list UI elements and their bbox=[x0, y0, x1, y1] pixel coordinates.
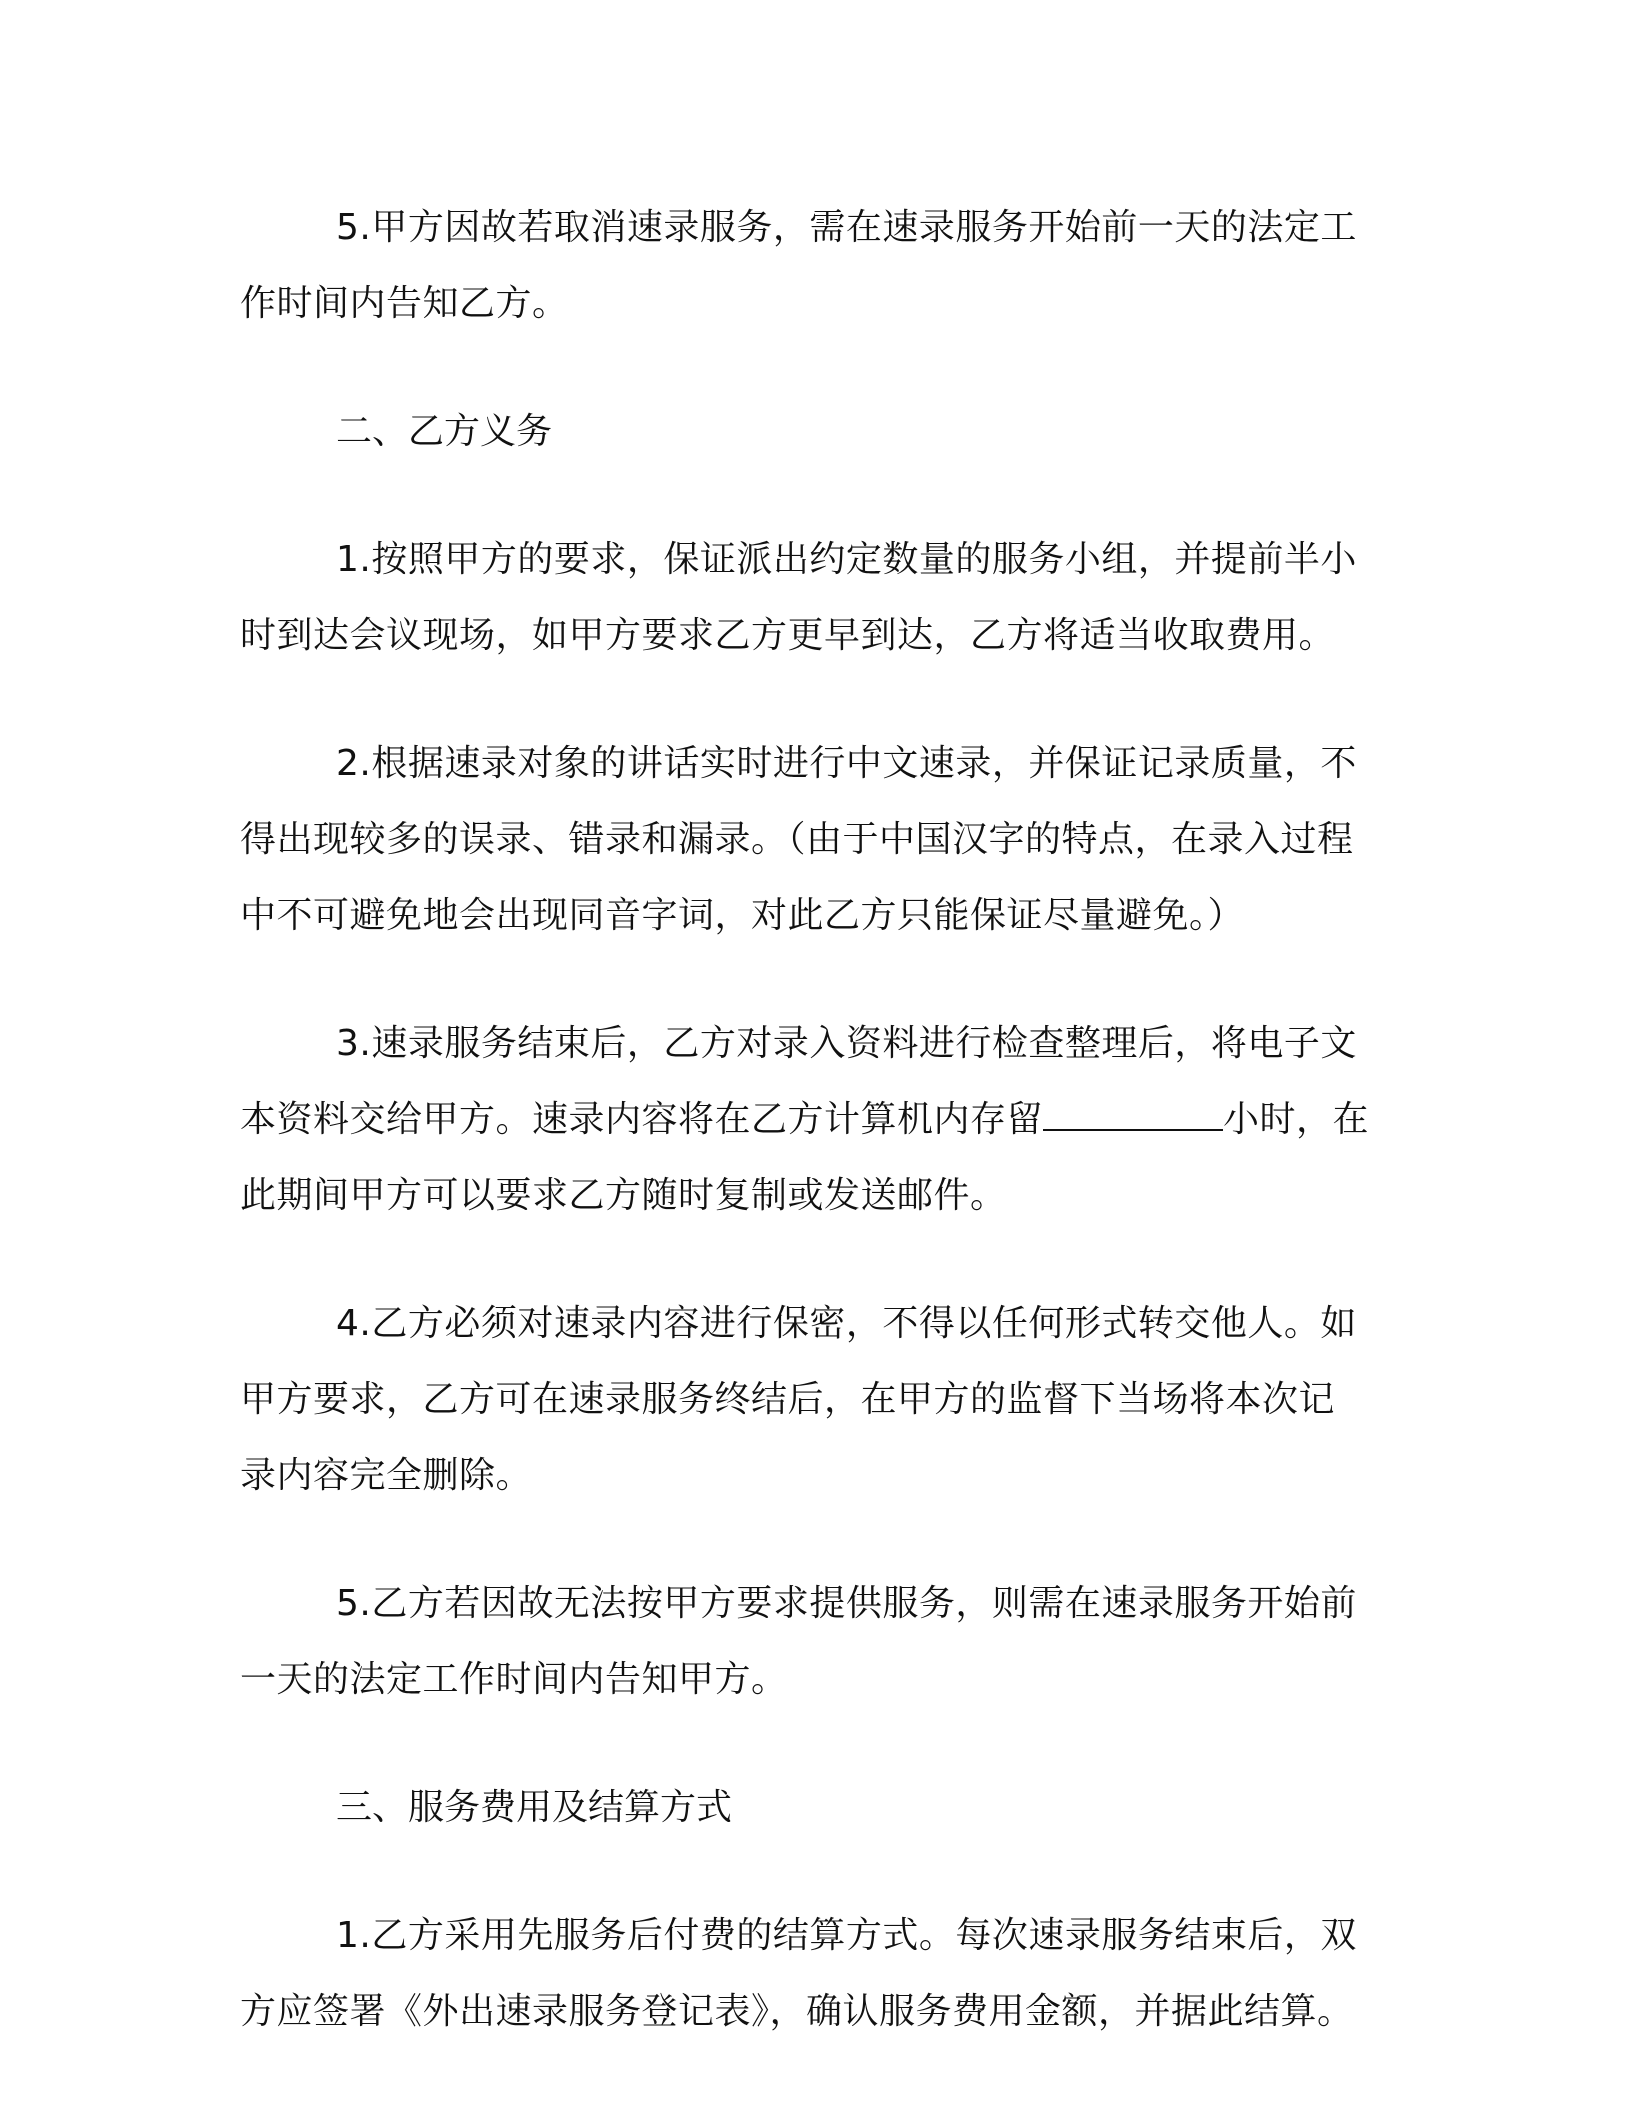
paragraph-b-3-text-after: 小时，在此期间甲方可以要求乙方随时复制或发送邮件。 bbox=[240, 1099, 1370, 1216]
paragraph-b-4: 4.乙方必须对速录内容进行保密，不得以任何形式转交他人。如甲方要求，乙方可在速录服务终结后，在甲方的监督下当场将本次记录内容完全删除。 bbox=[240, 1303, 1357, 1496]
paragraph-party-a-cancellation: 5.甲方因故若取消速录服务，需在速录服务开始前一天的法定工作时间内告知乙方。 bbox=[240, 207, 1357, 324]
spacer bbox=[240, 342, 1370, 394]
section-heading-party-b-obligations: 二、乙方义务 bbox=[336, 411, 553, 452]
spacer bbox=[240, 954, 1370, 1006]
paragraph-b-3-text-before: 3.速录服务结束后，乙方对录入资料进行检查整理后，将电子文本资料交给甲方。速录内容将在乙方计算机内存留 bbox=[240, 1023, 1357, 1140]
paragraph-b-3 bbox=[240, 1006, 1370, 1234]
spacer bbox=[240, 674, 1370, 726]
section-heading-fees-and-settlement: 三、服务费用及结算方式 bbox=[336, 1787, 733, 1828]
paragraph-b-2: 2.根据速录对象的讲话实时进行中文速录，并保证记录质量，不得出现较多的误录、错录和漏录。（由于中国汉字的特点，在录入过程中不可避免地会出现同音字词，对此乙方只能保证尽量避免。） bbox=[240, 743, 1357, 936]
spacer bbox=[240, 470, 1370, 522]
paragraph-c-1: 1.乙方采用先服务后付费的结算方式。每次速录服务结束后，双方应签署《外出速录服务登记表》，确认服务费用金额，并据此结算。 bbox=[240, 1915, 1357, 2032]
spacer bbox=[240, 1846, 1370, 1898]
spacer bbox=[240, 1234, 1370, 1286]
fill-in-blank-hours[interactable] bbox=[1043, 1099, 1223, 1131]
document-page bbox=[240, 190, 1370, 2050]
spacer bbox=[240, 1718, 1370, 1770]
paragraph-b-1: 1.按照甲方的要求，保证派出约定数量的服务小组，并提前半小时到达会议现场，如甲方要求乙方更早到达，乙方将适当收取费用。 bbox=[240, 539, 1357, 656]
spacer bbox=[240, 1514, 1370, 1566]
paragraph-b-5: 5.乙方若因故无法按甲方要求提供服务，则需在速录服务开始前一天的法定工作时间内告知甲方。 bbox=[240, 1583, 1357, 1700]
